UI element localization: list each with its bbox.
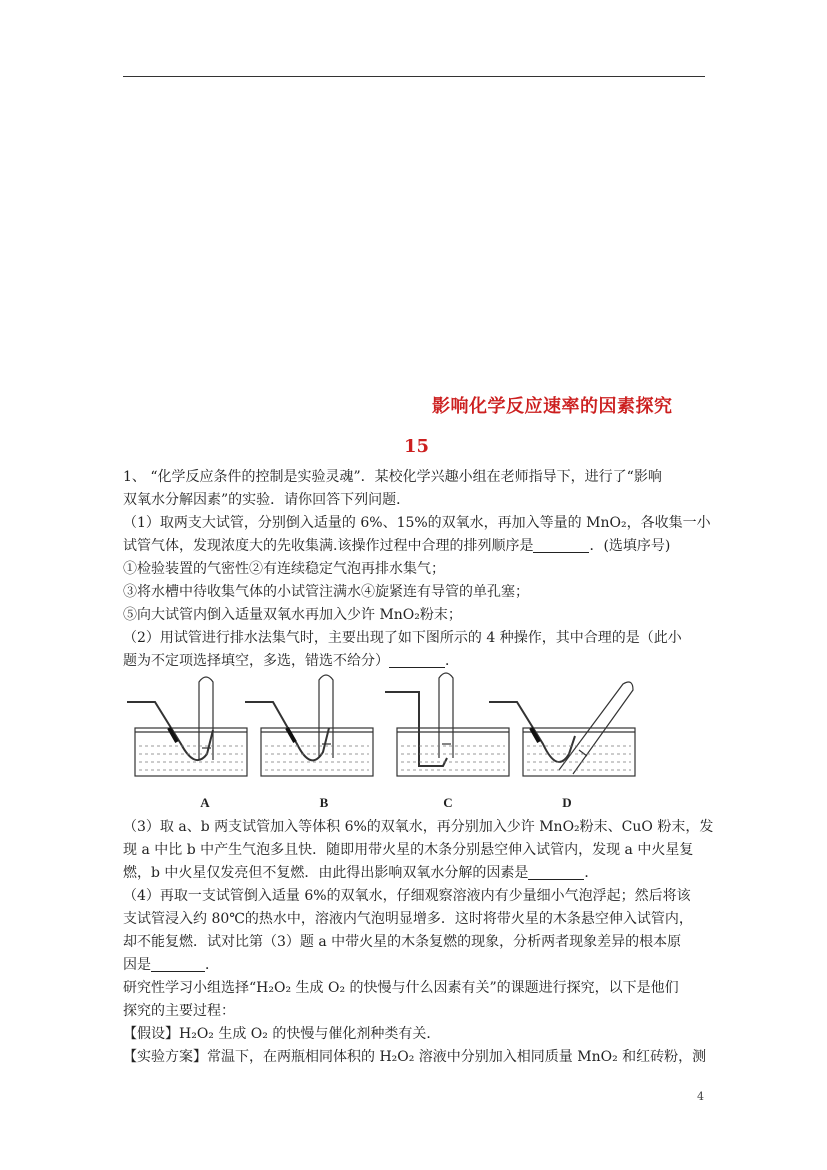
part-1-line-2	[123, 535, 713, 558]
document-subtitle: 15	[404, 436, 430, 457]
question-block-bottom	[123, 816, 713, 1069]
figure-label-b: B	[319, 795, 329, 810]
study-line-1: 研究性学习小组选择“H₂O₂ 生成 O₂ 的快慢与什么因素有关”的课题进行探究，以下是他们	[123, 980, 679, 996]
apparatus-b	[245, 675, 373, 776]
part-4-line-1: （4）再取一支试管倒入适量 6%的双氧水，仔细观察溶液内有少量细小气泡浮起；然后将该	[123, 888, 691, 904]
part-4-line-2: 支试管浸入约 80℃的热水中，溶液内气泡明显增多．这时将带火星的木条悬空伸入试管内，	[123, 911, 693, 927]
part-4-line-4-text: 因是	[123, 957, 151, 973]
page-number: 4	[697, 1090, 704, 1103]
question-1-line-2: 双氧水分解因素”的实验．请你回答下列问题．	[123, 492, 411, 508]
question-block-top	[123, 466, 713, 673]
plan-line: 【实验方案】常温下，在两瓶相同体积的 H₂O₂ 溶液中分别加入相同质量 MnO₂ 和红砖粉，测	[123, 1049, 707, 1065]
hypothesis-line: 【假设】H₂O₂ 生成 O₂ 的快慢与催化剂种类有关．	[123, 1026, 441, 1042]
figure-label-c: C	[443, 795, 453, 810]
question-1-line-1: 1、 “化学反应条件的控制是实验灵魂”．某校化学兴趣小组在老师指导下，进行了“影响	[123, 469, 662, 485]
part-2-line-2-text: 题为不定项选择填空，多选，错选不给分）	[123, 653, 389, 669]
part-3-line-1: （3）取 a、b 两支试管加入等体积 6%的双氧水，再分别加入少许 MnO₂粉末、CuO 粉末，发	[123, 819, 714, 835]
part-3-line-3	[123, 862, 713, 885]
part-3-line-3-text: 燃，b 中火星仅发亮但不复燃．由此得出影响双氧水分解的因素是	[123, 865, 529, 881]
study-line-2: 探究的主要过程：	[123, 1003, 235, 1019]
answer-blank-1[interactable]	[533, 538, 589, 553]
part-1-line-1: （1）取两支大试管，分别倒入适量的 6%、15%的双氧水，再加入等量的 MnO₂，各收集一小	[123, 515, 711, 531]
option-1: ①检验装置的气密性②有连续稳定气泡再排水集气；	[123, 561, 445, 577]
answer-blank-2[interactable]	[389, 653, 445, 668]
part-3-line-2: 现 a 中比 b 中产生气泡多且快．随即用带火星的木条分别悬空伸入试管内，发现 a 中火星复	[123, 842, 694, 858]
figure-label-a: A	[200, 795, 210, 810]
figure-label-d: D	[562, 795, 572, 810]
part-2-line-1: （2）用试管进行排水法集气时，主要出现了如下图所示的 4 种操作，其中合理的是（此小	[123, 630, 682, 646]
part-2-line-2-tail: ．	[445, 653, 459, 669]
apparatus-a	[127, 677, 247, 776]
part-4-line-4	[123, 954, 713, 977]
option-3: ⑤向大试管内倒入适量双氧水再加入少许 MnO₂粉末；	[123, 607, 462, 623]
gas-collection-figure	[123, 670, 643, 815]
part-3-line-3-tail: ．	[584, 865, 599, 881]
header-rule	[123, 76, 705, 77]
apparatus-c	[385, 673, 509, 776]
part-4-line-4-tail: ．	[205, 957, 219, 973]
part-1-line-2-tail: ．(选填序号)	[589, 538, 671, 554]
option-2: ③将水槽中待收集气体的小试管注满水④旋紧连有导管的单孔塞；	[123, 584, 529, 600]
part-1-line-2-text: 试管气体，发现浓度大的先收集满.该操作过程中合理的排列顺序是	[123, 538, 534, 554]
answer-blank-4[interactable]	[151, 957, 205, 972]
apparatus-d	[489, 682, 635, 776]
document-title: 影响化学反应速率的因素探究	[432, 396, 673, 417]
part-4-line-3: 却不能复燃．试对比第（3）题 a 中带火星的木条复燃的现象，分析两者现象差异的根本原	[123, 934, 682, 950]
answer-blank-3[interactable]	[528, 865, 584, 880]
